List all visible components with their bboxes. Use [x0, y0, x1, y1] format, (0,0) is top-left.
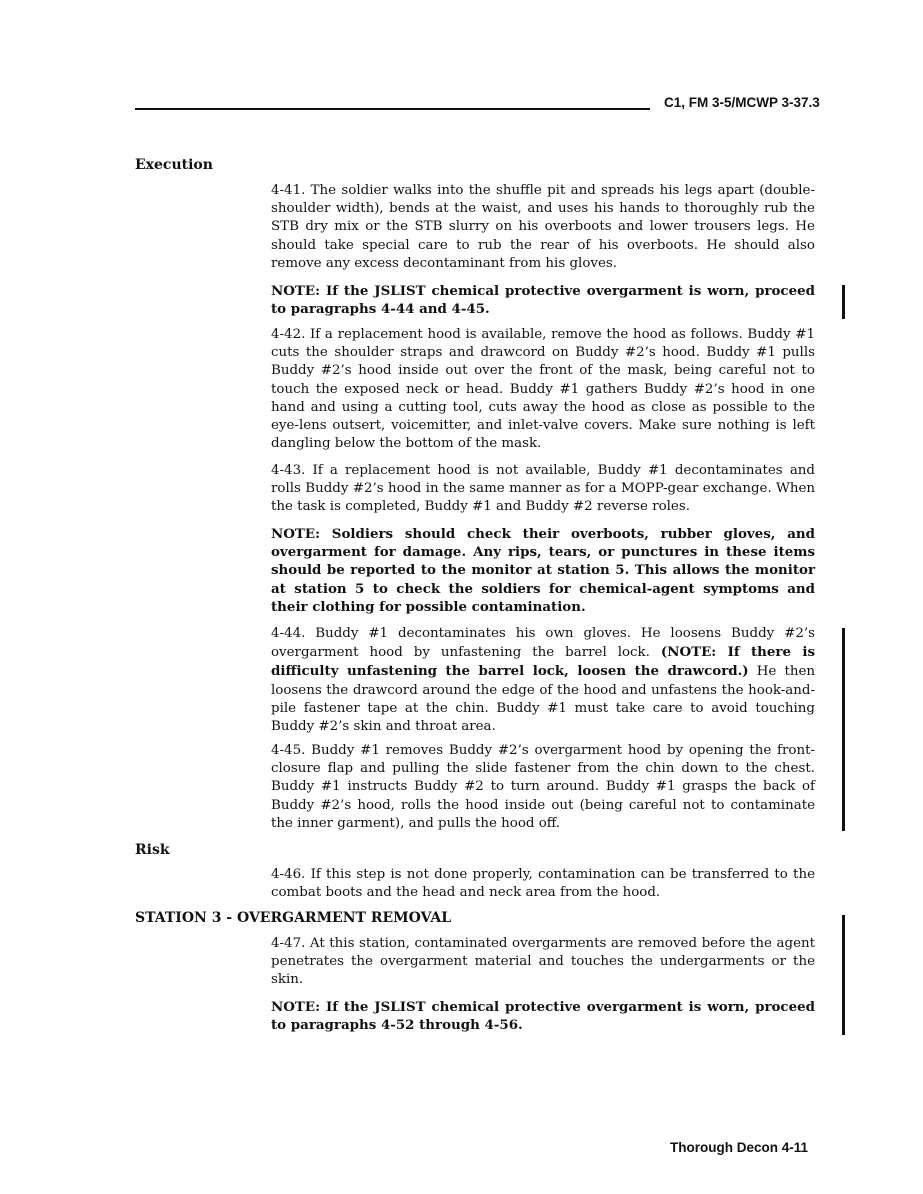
paragraph-4-44-text-c: He then loosens the drawcord around the edge of the hood and unfastens the hook-and-pile fastener tape at the chin. Buddy #1 must take care to avoid touching Buddy #2’s skin and throat area.: [271, 664, 815, 735]
change-bar: [842, 285, 845, 319]
paragraph-4-41: 4-41. The soldier walks into the shuffle pit and spreads his legs apart (double-shoulder width), bends at the waist, and uses his hands to thoroughly rub the STB dry mix or the STB slurry on his overboots and lower trousers legs. He should take special care to rub the rear of his overboots. He should also remove any excess decontaminant from his gloves.: [271, 183, 815, 271]
note-jslist-2: NOTE: If the JSLIST chemical protective overgarment is worn, proceed to paragraphs 4-52 through 4-56.: [271, 999, 815, 1034]
change-bar: [842, 915, 845, 1035]
paragraph-4-44-text-a: 4-44. Buddy #1 decontaminates his own gloves. He loosens Buddy #2’s overgarment hood by unfastening the barrel lock.: [271, 626, 815, 661]
paragraph-4-46: 4-46. If this step is not done properly, contamination can be transferred to the combat boots and the head and neck area from the hood.: [271, 867, 815, 901]
paragraph-4-45: 4-45. Buddy #1 removes Buddy #2’s overgarment hood by opening the front-closure flap and pulling the slide fastener from the chin down to the chest. Buddy #1 instructs Buddy #2 to turn around. Buddy #1 grasps the back of Buddy #2’s hood, rolls the hood inside out (being careful not to contaminate the inner garment), and pulls the hood off.: [271, 743, 815, 831]
note-check-damage: NOTE: Soldiers should check their overboots, rubber gloves, and overgarment for damage. Any rips, tears, or punctures in these items should be reported to the monitor at station 5. This allows the monitor at station 5 to check the soldiers for chemical-agent symptoms and their clothing for possible contamination.: [271, 526, 815, 615]
paragraph-4-47: 4-47. At this station, contaminated overgarments are removed before the agent penetrates the overgarment material and touches the undergarments or the skin.: [271, 936, 815, 988]
paragraph-4-44: [271, 625, 815, 736]
running-header: C1, FM 3-5/MCWP 3-37.3: [664, 95, 820, 110]
heading-station-3: STATION 3 - OVERGARMENT REMOVAL: [135, 910, 452, 926]
note-jslist-1: NOTE: If the JSLIST chemical protective overgarment is worn, proceed to paragraphs 4-44 and 4-45.: [271, 283, 815, 318]
heading-risk: Risk: [135, 842, 170, 858]
header-rule: [135, 108, 650, 110]
change-bar: [842, 628, 845, 831]
paragraph-4-44-note: (NOTE: If there is difficulty unfastening the barrel lock, loosen the drawcord.): [271, 644, 815, 680]
page-footer: Thorough Decon 4-11: [670, 1140, 809, 1155]
paragraph-4-42: 4-42. If a replacement hood is available, remove the hood as follows. Buddy #1 cuts the shoulder straps and drawcord on Buddy #2’s hood. Buddy #1 pulls Buddy #2’s hood inside out over the front of the mask, being careful not to touch the exposed neck or head. Buddy #1 gathers Buddy #2’s hood in one hand and using a cutting tool, cuts away the hood as close as possible to the eye-lens outsert, voicemitter, and inlet-valve covers. Make sure nothing is left dangling below the bottom of the mask.: [271, 327, 815, 452]
paragraph-4-43: 4-43. If a replacement hood is not available, Buddy #1 decontaminates and rolls Buddy #2’s hood in the same manner as for a MOPP-gear exchange. When the task is completed, Buddy #1 and Buddy #2 reverse roles.: [271, 463, 815, 515]
heading-execution: Execution: [135, 157, 213, 173]
